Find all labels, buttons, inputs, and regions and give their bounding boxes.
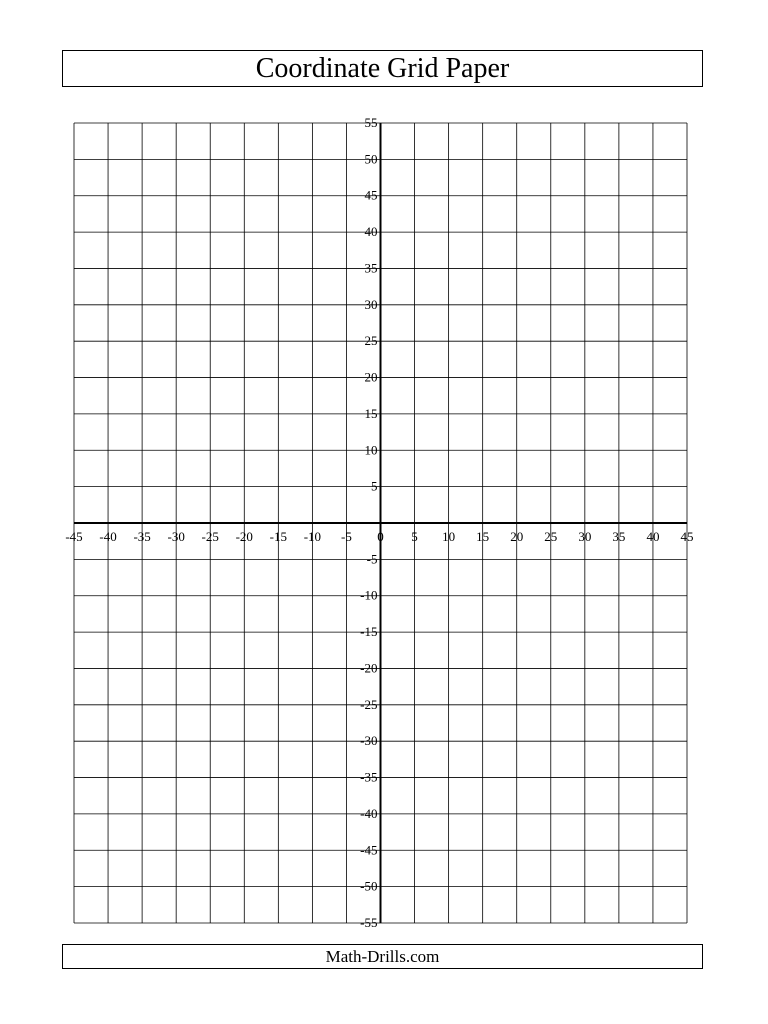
y-tick-label: 40 (364, 224, 378, 240)
y-tick-label: -10 (360, 587, 378, 603)
y-tick-label: 25 (364, 333, 378, 349)
x-tick-label: 10 (442, 529, 456, 544)
y-tick-label: -30 (360, 733, 378, 749)
y-tick-label: -40 (360, 805, 378, 821)
x-tick-label: -25 (201, 529, 219, 544)
x-tick-label: 0 (377, 529, 384, 544)
x-tick-label: -35 (133, 529, 151, 544)
x-tick-label: 45 (680, 529, 694, 544)
x-tick-label: -30 (167, 529, 185, 544)
x-tick-label: -10 (303, 529, 322, 544)
x-tick-label: 20 (510, 529, 524, 544)
y-tick-label: -50 (360, 878, 378, 894)
page-title: Coordinate Grid Paper (255, 52, 510, 84)
y-tick-label: 10 (364, 442, 378, 458)
x-tick-label: 40 (646, 529, 660, 544)
x-tick-label: -20 (235, 529, 253, 544)
y-tick-label: 55 (364, 115, 378, 130)
y-tick-label: -35 (360, 769, 378, 785)
y-tick-label: -5 (366, 551, 378, 567)
y-tick-label: 35 (364, 260, 378, 276)
x-tick-label: 25 (544, 529, 558, 544)
y-tick-label: -45 (360, 842, 378, 858)
y-tick-label: 30 (364, 296, 378, 312)
y-tick-label: -55 (360, 915, 378, 930)
x-tick-label: 30 (578, 529, 592, 544)
footer-box (62, 944, 703, 969)
y-tick-label: -25 (360, 696, 378, 712)
y-tick-label: 50 (364, 151, 378, 167)
x-tick-label: -40 (99, 529, 117, 544)
footer-credit: Math-Drills.com (325, 946, 440, 966)
x-tick-label: -15 (269, 529, 288, 544)
y-tick-label: 5 (371, 478, 378, 494)
x-tick-label: 15 (476, 529, 490, 544)
x-tick-label: -45 (65, 529, 83, 544)
y-tick-label: -15 (360, 624, 378, 640)
y-tick-label: 15 (364, 405, 378, 421)
y-tick-label: 45 (364, 187, 378, 203)
x-tick-label: 5 (411, 529, 418, 544)
y-tick-label: 20 (364, 369, 378, 385)
x-tick-label: 35 (612, 529, 626, 544)
x-tick-label: -5 (341, 529, 352, 544)
y-tick-label: -20 (360, 660, 378, 676)
